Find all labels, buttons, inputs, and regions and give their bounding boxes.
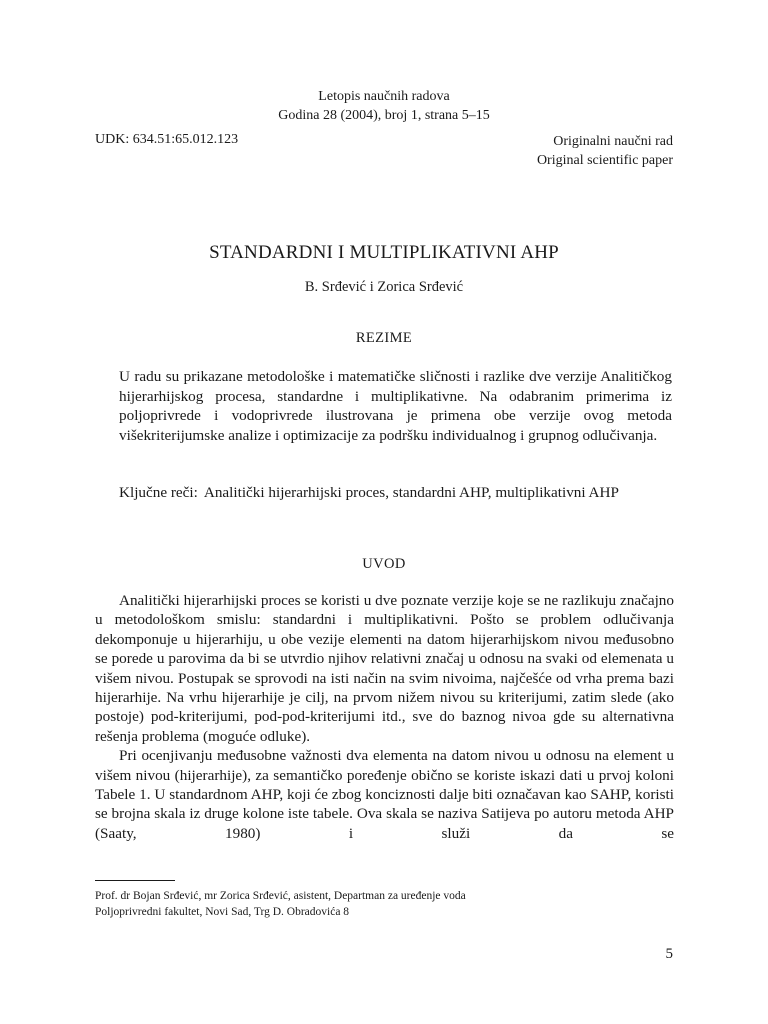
abstract-text: U radu su prikazane metodološke i matematičke sličnosti i razlike dve verzije Analitičkog hijerarhijskog procesa, standardne i multiplikativne. Na odabranim primerima iz poljoprivrede i vodoprivrede ilustrovana je primena obe verzije ovog metoda višekriterijumske analize i optimizacije za podršku individualnog i grupnog odlučivanja.	[119, 368, 672, 444]
abstract-heading: REZIME	[355, 330, 413, 346]
journal-issue: Godina 28 (2004), broj 1, strana 5–15	[278, 108, 490, 123]
intro-body	[95, 591, 674, 843]
paper-type	[537, 132, 673, 170]
udk-code: UDK: 634.51:65.012.123	[95, 132, 239, 147]
keywords-label: Ključne reči:	[119, 484, 198, 501]
keywords	[119, 483, 679, 503]
paper-authors: B. Srđević i Zorica Srđević	[304, 279, 464, 295]
footnote-line: Prof. dr Bojan Srđević, mr Zorica Srđević, asistent, Departman za uređenje voda	[95, 890, 466, 902]
footnote-rule	[95, 880, 175, 881]
journal-name: Letopis naučnih radova	[318, 89, 450, 104]
footnote	[95, 888, 466, 920]
footnote-line: Poljoprivredni fakultet, Novi Sad, Trg D. Obradovića 8	[95, 906, 350, 918]
intro-paragraph: Analitički hijerarhijski proces se koristi u dve poznate verzije koje se ne razlikuju značajno u metodološkom smislu: standardni i multiplikativni. Pošto se problem odlučivanja dekomponuje u hijerarhiju, u obe vezije elementi na datom hijerarhijskom nivou međusobno se porede u parovima da bi se utvrdio njihov relativni značaj u odnosu na svaki od elemenata u višem nivou. Postupak se sprovodi na isti način na svim nivoima, najčešće od vrha prema bazi hijerarhije. Na vrhu hijerarhije je cilj, na prvom nižem nivou su kriterijumi, zatim slede (ako postoje) pod-kriterijumi, pod-pod-kriterijumi itd., sve do baznog nivoa gde su alternativna rešenja problema (moguće odluke).	[95, 592, 674, 745]
journal-header	[0, 87, 768, 125]
paper-type-english: Original scientific paper	[536, 153, 673, 168]
paper-title: STANDARDNI I MULTIPLIKATIVNI AHP	[209, 242, 559, 263]
intro-paragraph: Pri ocenjivanju međusobne važnosti dva elementa na datom nivou u odnosu na element u višem nivou (hijerarhije), za semantičko poređenje obično se koriste iskazi dati u prvoj koloni Tabele 1. U standardnom AHP, koji će zbog konciznosti dalje biti označavan kao SAHP, koristi se brojna skala iz druge kolone iste tabele. Ova skala se naziva Satijeva po autoru metoda AHP (Saaty, 1980) i služi da se	[95, 747, 674, 842]
intro-heading: UVOD	[362, 556, 406, 572]
page-number: 5	[665, 946, 673, 962]
keywords-text: Analitički hijerarhijski proces, standardni AHP, multiplikativni AHP	[203, 484, 619, 501]
paper-type-local: Originalni naučni rad	[553, 134, 673, 149]
